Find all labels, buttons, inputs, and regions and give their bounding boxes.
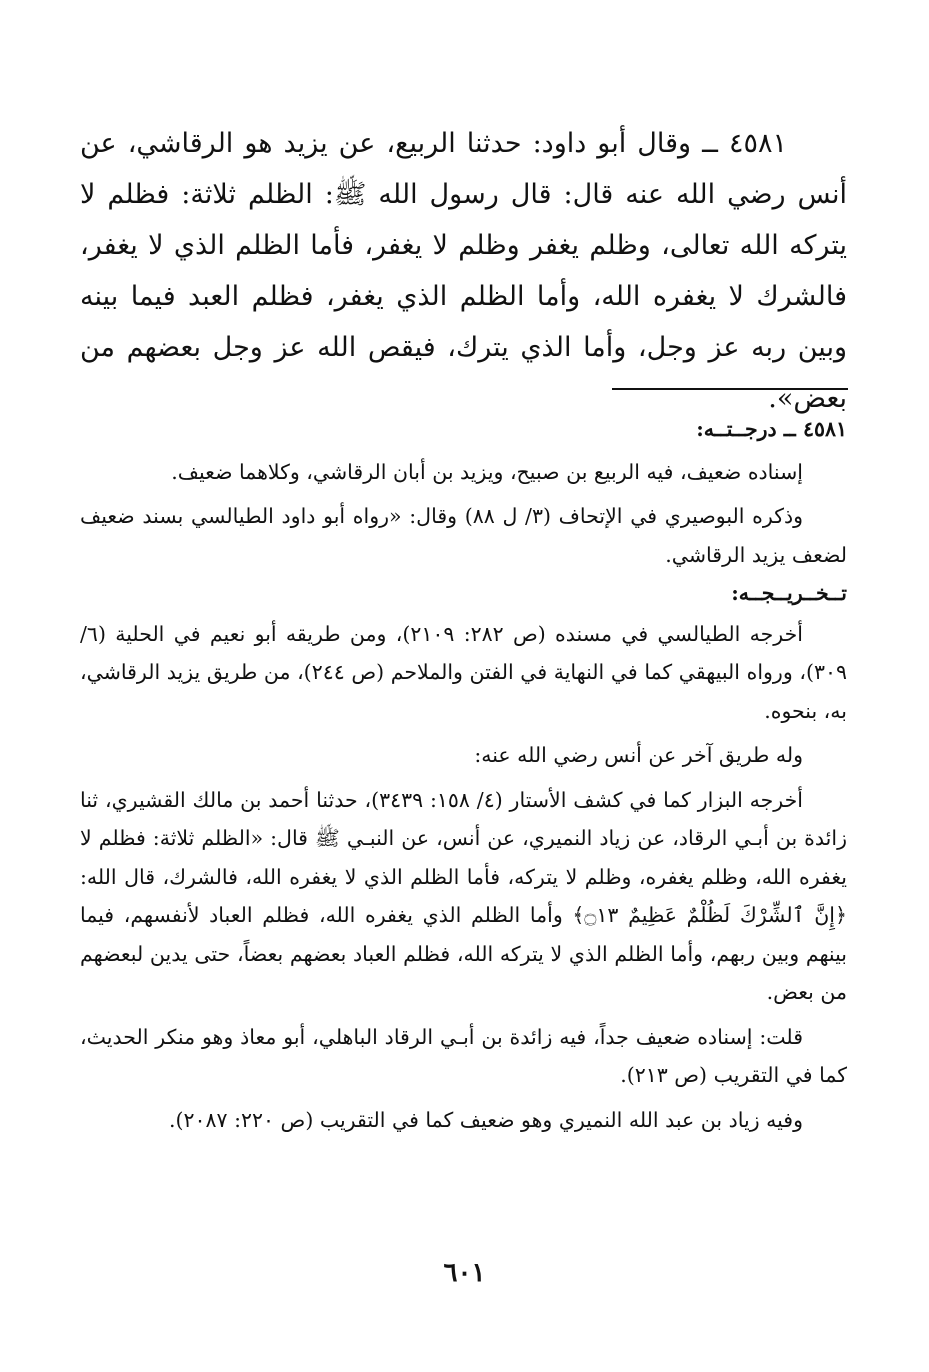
grade-heading: ٤٥٨١ ــ درجــتــه: [696, 417, 847, 441]
footnotes [80, 410, 847, 1145]
hadith-text [80, 118, 847, 424]
grade-paragraph-2: وذكره البوصيري في الإتحاف (٣/ ل ٨٨) وقال: «رواه أبو داود الطيالسي بسند ضعيف لضعف يزيد الرقاشي. [80, 504, 847, 567]
takhrij-paragraph-3: أخرجه البزار كما في كشف الأستار (٤/ ١٥٨: ٣٤٣٩)، حدثنا أحمد بن مالك القشيري، ثنا زائدة بن أبـي الرقاد، عن زياد النميري، عن أنس، عن النبـي ﷺ قال: «الظلم ثلاثة: فظلم لا يغفره الله، وظلم يغفره، وظلم لا يتركه، فأما الظلم الذي لا يغفره الله، فالشرك، قال الله: ﴿إِنَّ ٱلشِّرْكَ لَظُلْمٌ عَظِيمٌ ۝١٣﴾ وأما الظلم الذي يغفره الله، فظلم العباد لأنفسهم، فيما بينهم وبين ربهم، وأما الظلم الذي لا يتركه الله، فظلم العباد بعضهم بعضاً، حتى يدين لبعضهم من بعض. [80, 787, 847, 1004]
page-number: ٦٠١ [443, 1258, 486, 1288]
comment-paragraph-1: قلت: إسناده ضعيف جداً، فيه زائدة بن أبـي الرقاد الباهلي، أبو معاذ وهو منكر الحديث، كما في التقريب (ص ٢١٣). [80, 1024, 847, 1087]
takhrij-paragraph-2: وله طريق آخر عن أنس رضي الله عنه: [474, 743, 803, 767]
takhrij-paragraph-1: أخرجه الطيالسي في مسنده (ص ٢٨٢: ٢١٠٩)، ومن طريقه أبو نعيم في الحلية (٦/ ٣٠٩)، ورواه البيهقي كما في النهاية في الفتن والملاحم (ص ٢٤٤)، من طريق يزيد الرقاشي، به، بنحوه. [80, 621, 847, 723]
comment-paragraph-2: وفيه زياد بن عبد الله النميري وهو ضعيف كما في التقريب (ص ٢٢٠: ٢٠٨٧). [168, 1107, 803, 1132]
hadith-paragraph: ٤٥٨١ ــ وقال أبو داود: حدثنا الربيع، عن يزيد هو الرقاشي، عن أنس رضي الله عنه قال: قال رسول الله ﷺ: الظلم ثلاثة: فظلم لا يتركه الله تعالى، وظلم يغفر وظلم لا يغفر، فأما الظلم الذي لا يغفر، فالشرك لا يغفره الله، وأما الظلم الذي يغفر، فظلم العبد فيما بينه وبين ربه عز وجل، وأما الذي يترك، فيقص الله عز وجل بعضهم من بعض». [80, 128, 847, 414]
footnote-separator [612, 388, 848, 390]
grade-paragraph-1: إسناده ضعيف، فيه الربيع بن صبيح، ويزيد بن أبان الرقاشي، وكلاهما ضعيف. [171, 459, 803, 484]
takhrij-heading: تــخــريــجــه: [731, 581, 847, 605]
